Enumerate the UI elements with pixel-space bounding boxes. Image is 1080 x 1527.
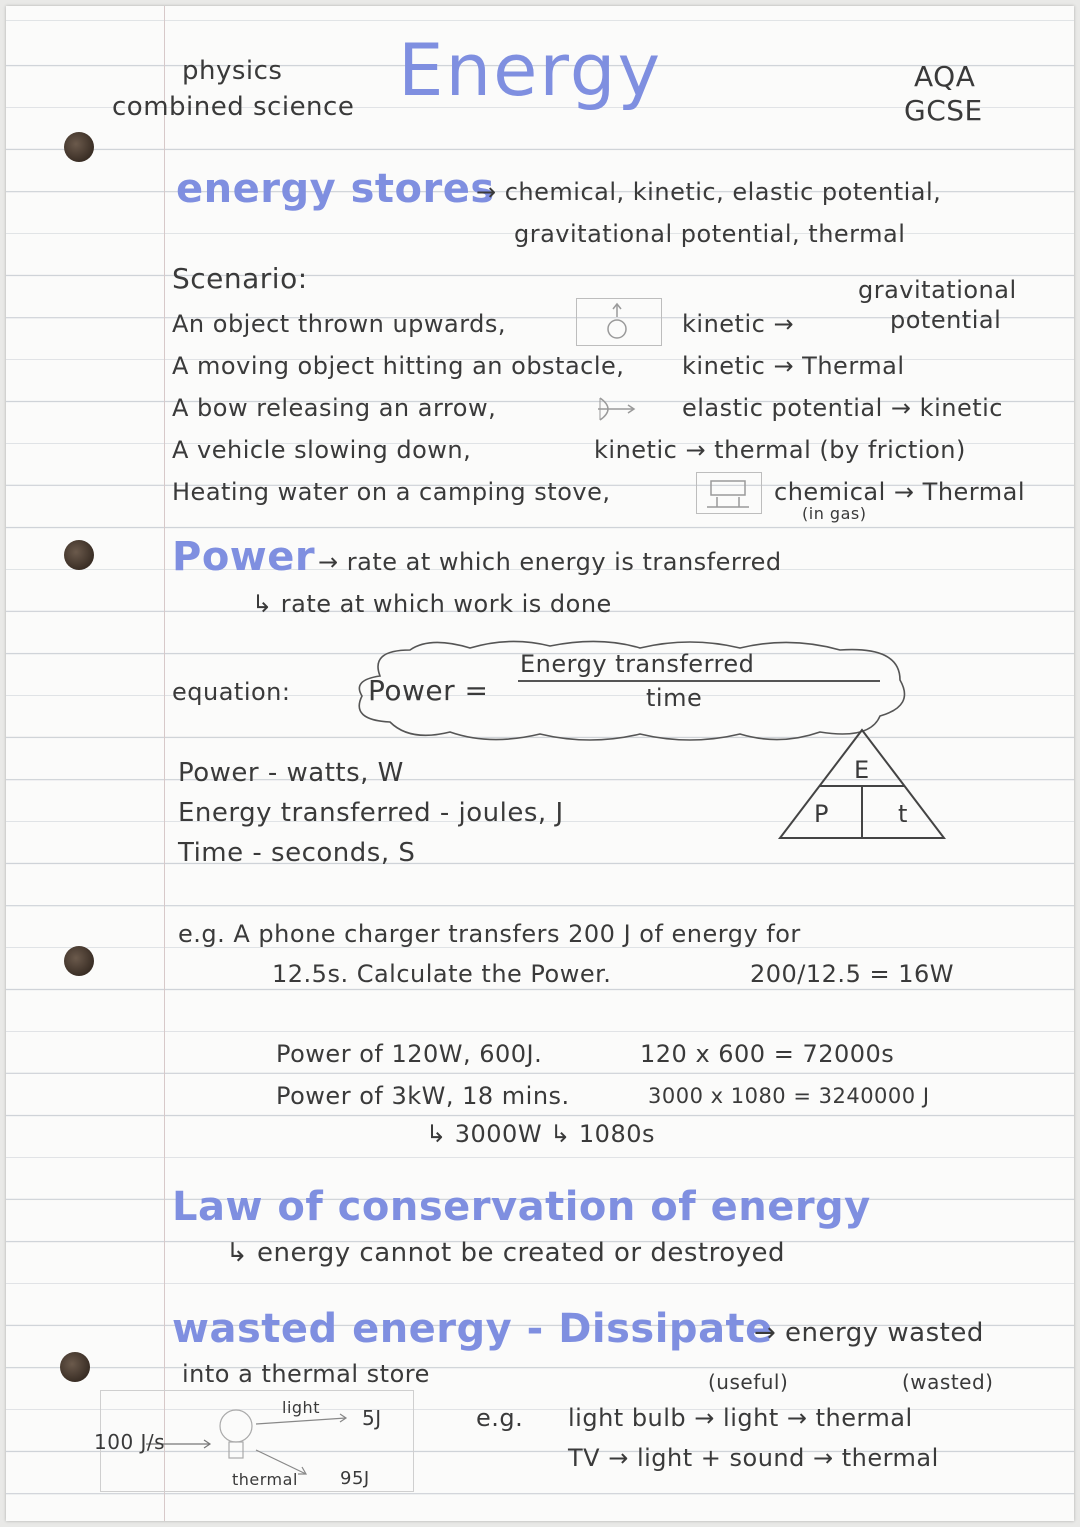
wasted-energy-heading (172, 1306, 773, 1352)
unit-power: Power - watts, W (178, 758, 404, 788)
useful-label: (useful) (708, 1370, 789, 1394)
calc-question: Power of 3kW, 18 mins. (276, 1082, 570, 1110)
output-light-value: 5J (362, 1406, 382, 1430)
unit-energy: Energy transferred - joules, J (178, 798, 564, 828)
camping-stove-sketch (696, 472, 762, 514)
bow-arrow-sketch (594, 394, 674, 424)
wasted-definition: → energy wasted (754, 1318, 984, 1348)
scenario-row-change: chemical → Thermal (774, 478, 1025, 506)
output-thermal-label: thermal (232, 1470, 298, 1489)
scenario-row-text: A bow releasing an arrow, (172, 394, 497, 422)
fraction-bar (518, 680, 880, 682)
binder-hole (64, 132, 94, 162)
scenario-label: Scenario: (172, 262, 308, 295)
conservation-heading: Law of conservation of energy (172, 1184, 871, 1230)
equation-numerator: Energy transferred (520, 650, 755, 678)
calc-question: Power of 120W, 600J. (276, 1040, 543, 1068)
page-title: Energy (398, 28, 663, 112)
exam-board: AQA (914, 60, 976, 93)
energy-stores-list-cont: gravitational potential, thermal (514, 220, 906, 248)
wasted-definition-cont: into a thermal store (182, 1360, 430, 1388)
energy-stores-heading: energy stores (176, 166, 495, 212)
power-definition-alt: ↳ rate at which work is done (252, 590, 612, 618)
example-question: e.g. A phone charger transfers 200 J of energy for (178, 920, 801, 948)
notebook-page (6, 6, 1074, 1521)
energy-stores-list: → chemical, kinetic, elastic potential, (476, 178, 942, 206)
equation-denominator: time (646, 684, 703, 712)
unit-time: Time - seconds, S (178, 838, 416, 868)
scenario-row-note: (in gas) (802, 504, 867, 523)
equation-label: equation: (172, 678, 291, 706)
energy-flow-diagram (86, 1390, 416, 1494)
scenario-row-change: kinetic → (682, 310, 795, 338)
power-definition: → rate at which energy is transferred (318, 548, 782, 576)
triangle-time: t (898, 800, 908, 828)
conservation-statement: ↳ energy cannot be created or destroyed (226, 1238, 786, 1268)
input-energy: 100 J/s (94, 1430, 166, 1454)
binder-hole (64, 946, 94, 976)
margin-line (164, 6, 165, 1521)
scenario-row-text: A vehicle slowing down, (172, 436, 472, 464)
scenario-row-text: An object thrown upwards, (172, 310, 507, 338)
scenario-row-text: Heating water on a camping stove, (172, 478, 611, 506)
calc-answer: 3000 x 1080 = 3240000 J (648, 1084, 930, 1108)
binder-hole (60, 1352, 90, 1382)
power-heading: Power (172, 534, 316, 580)
output-light-label: light (282, 1398, 320, 1417)
subject-line2: combined science (112, 92, 355, 122)
example-question-cont: 12.5s. Calculate the Power. (272, 960, 612, 988)
binder-hole (64, 540, 94, 570)
scenario-row-change: elastic potential → kinetic (682, 394, 1003, 422)
qualification: GCSE (904, 94, 983, 127)
scenario-row-change: kinetic → thermal (by friction) (594, 436, 966, 464)
calc-answer: 120 x 600 = 72000s (640, 1040, 895, 1068)
wasted-label: (wasted) (902, 1370, 994, 1394)
output-thermal-value: 95J (340, 1468, 370, 1489)
wasted-energy-heading-text: wasted energy - (172, 1306, 559, 1352)
equation-lhs: Power = (368, 674, 489, 707)
triangle-energy: E (854, 756, 870, 784)
example-prefix: e.g. (476, 1404, 524, 1432)
scenario-row-text: A moving object hitting an obstacle, (172, 352, 625, 380)
scenario-row-result-cont: potential (890, 306, 1002, 334)
triangle-power: P (814, 800, 829, 828)
scenario-row-change: kinetic → Thermal (682, 352, 905, 380)
example-light-bulb: light bulb → light → thermal (568, 1404, 913, 1432)
formula-triangle (776, 726, 948, 842)
scenario-row-result: gravitational (858, 276, 1017, 304)
dissipate-term: Dissipate (558, 1306, 773, 1352)
ball-thrown-sketch (576, 298, 662, 346)
calc-conversion: ↳ 3000W ↳ 1080s (426, 1120, 655, 1148)
subject-line1: physics (182, 56, 283, 86)
example-tv: TV → light + sound → thermal (568, 1444, 939, 1472)
example-answer: 200/12.5 = 16W (750, 960, 954, 988)
